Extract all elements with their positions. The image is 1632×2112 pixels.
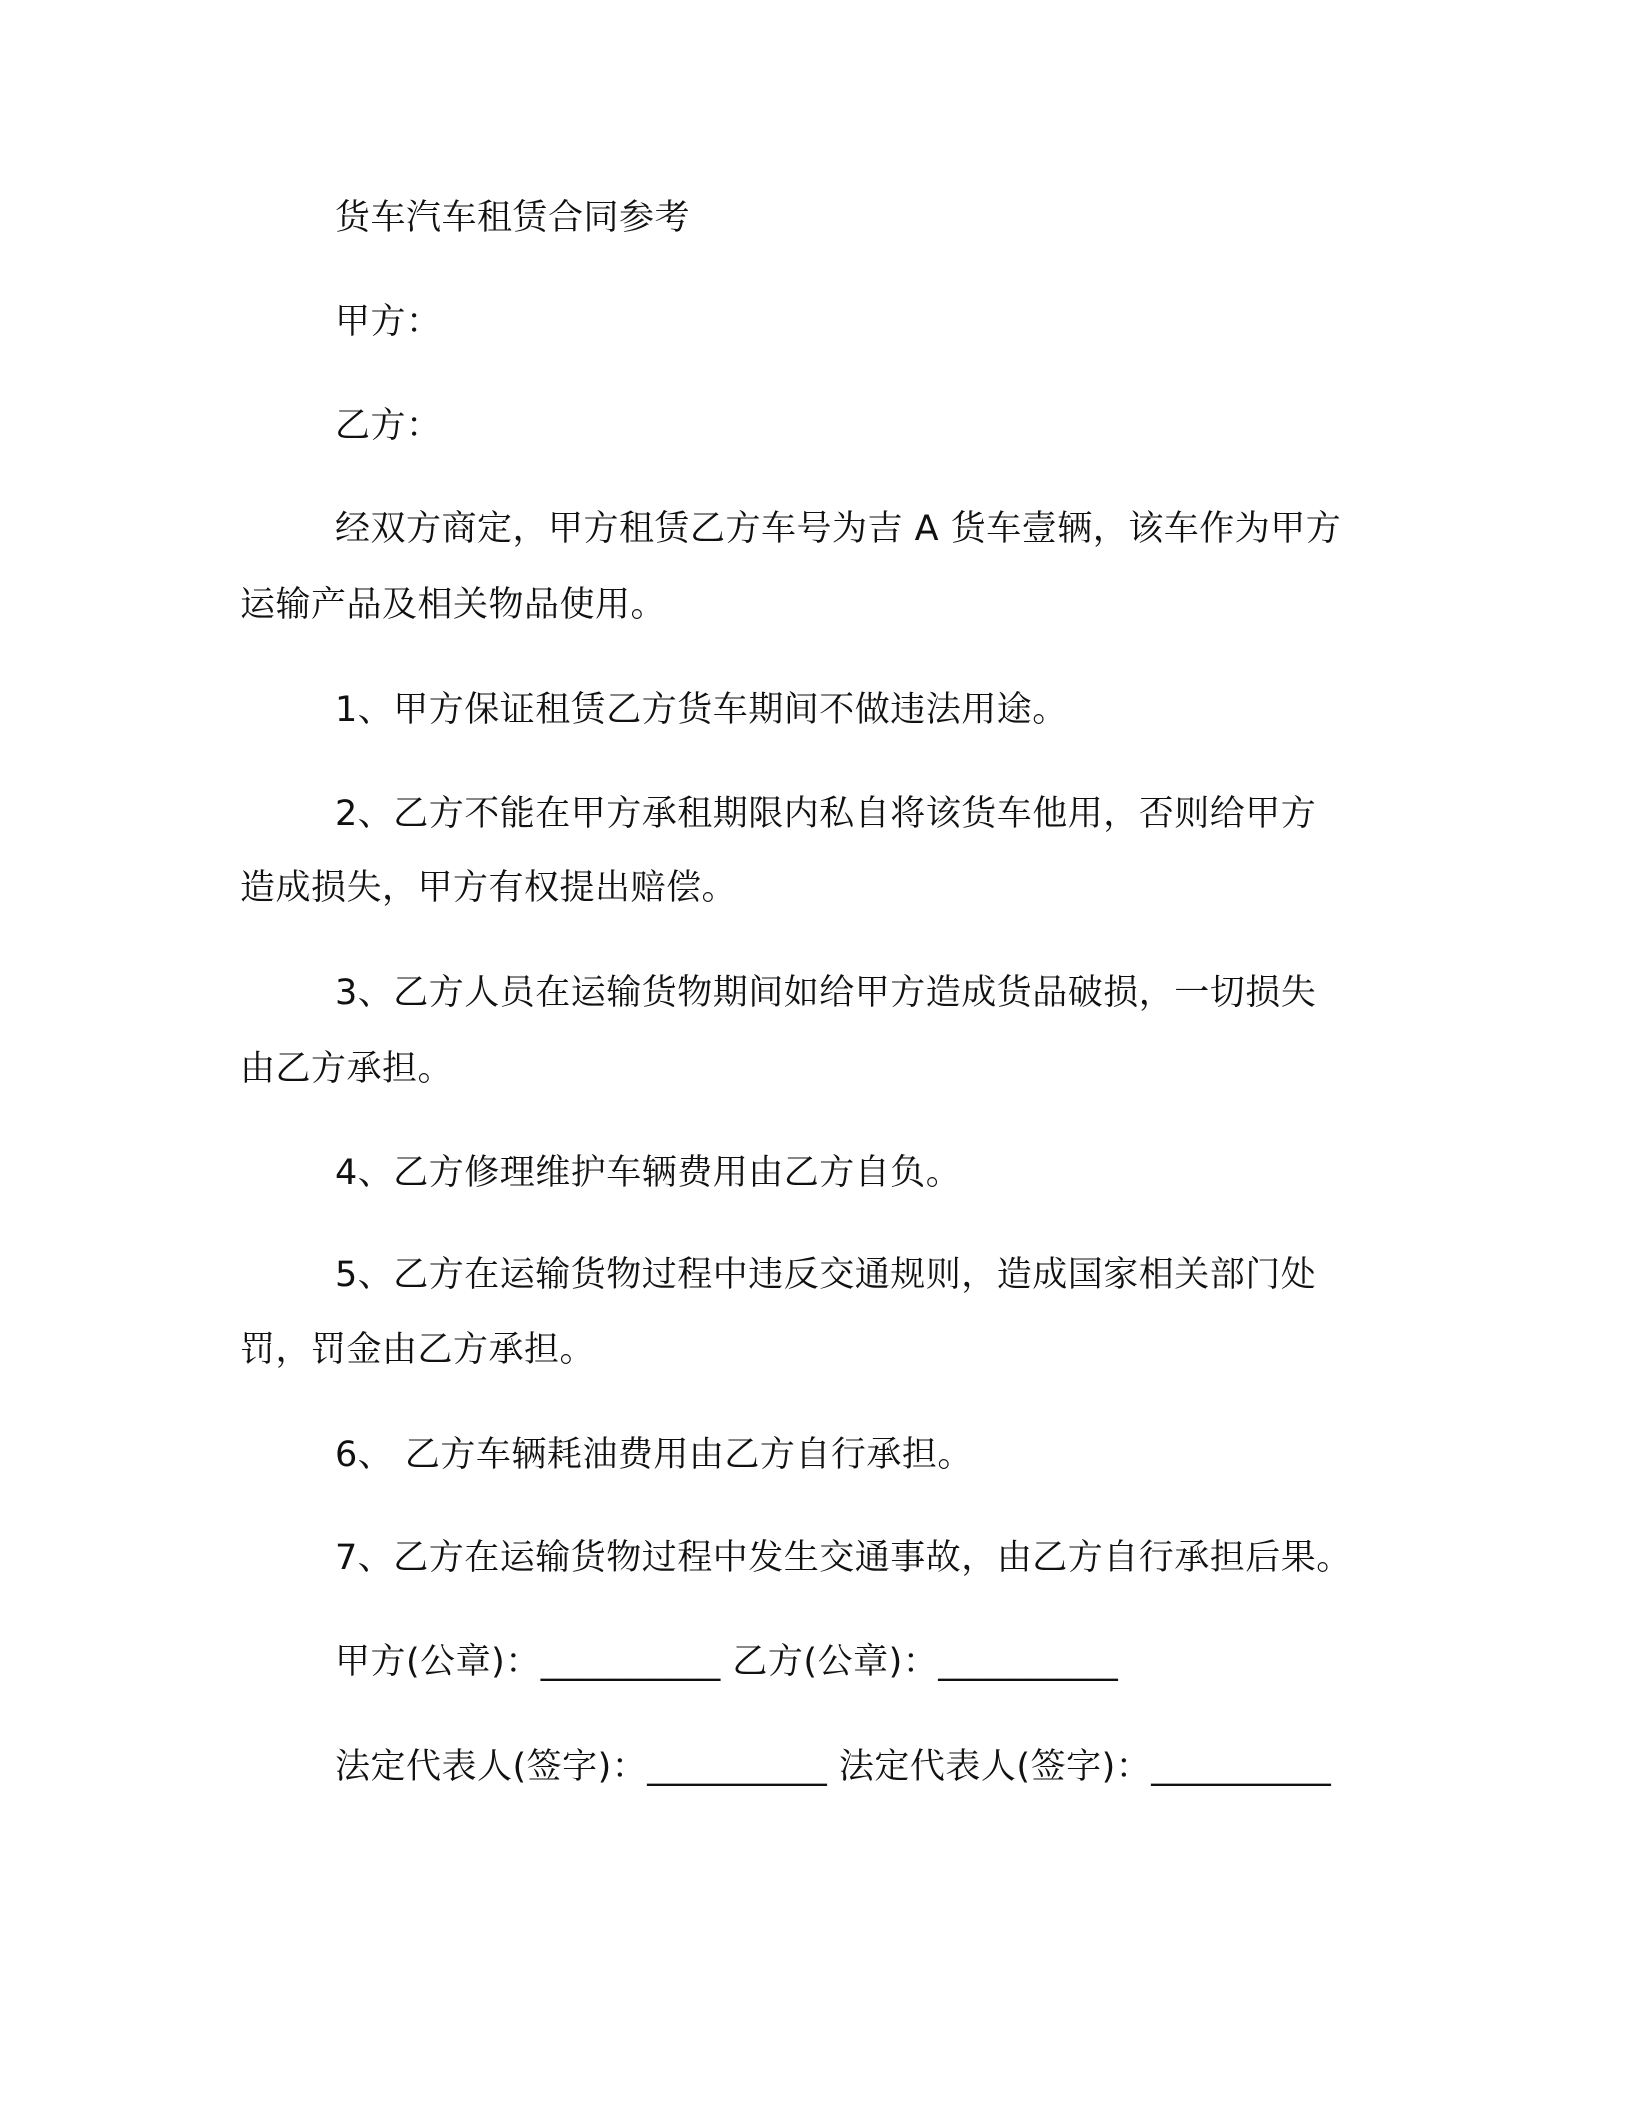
seal-signature-line: 甲方(公章)：__________ 乙方(公章)：__________ <box>335 1642 1119 1682</box>
clause-2-line-2: 造成损失，甲方有权提出赔偿。 <box>240 868 738 908</box>
clause-3-line-2: 由乙方承担。 <box>240 1049 454 1089</box>
intro-line-2: 运输产品及相关物品使用。 <box>240 585 667 625</box>
clause-1: 1、甲方保证租赁乙方货车期间不做违法用途。 <box>335 690 1068 730</box>
clause-4: 4、乙方修理维护车辆费用由乙方自负。 <box>335 1153 962 1193</box>
party-b-label: 乙方： <box>335 406 442 446</box>
representative-signature-line: 法定代表人(签字)：__________ 法定代表人(签字)：__________ <box>335 1747 1332 1787</box>
clause-6: 6、 乙方车辆耗油费用由乙方自行承担。 <box>335 1435 973 1475</box>
clause-7: 7、乙方在运输货物过程中发生交通事故，由乙方自行承担后果。 <box>335 1538 1352 1578</box>
clause-2-line-1: 2、乙方不能在甲方承租期限内私自将该货车他用，否则给甲方 <box>335 794 1317 834</box>
clause-5-line-1: 5、乙方在运输货物过程中违反交通规则，造成国家相关部门处 <box>335 1255 1317 1295</box>
clause-5-line-2: 罚，罚金由乙方承担。 <box>240 1330 596 1370</box>
document-title: 货车汽车租赁合同参考 <box>335 198 691 238</box>
intro-line-1: 经双方商定，甲方租赁乙方车号为吉 A 货车壹辆，该车作为甲方 <box>335 509 1342 549</box>
clause-3-line-1: 3、乙方人员在运输货物期间如给甲方造成货品破损，一切损失 <box>335 973 1317 1013</box>
party-a-label: 甲方： <box>335 302 442 342</box>
